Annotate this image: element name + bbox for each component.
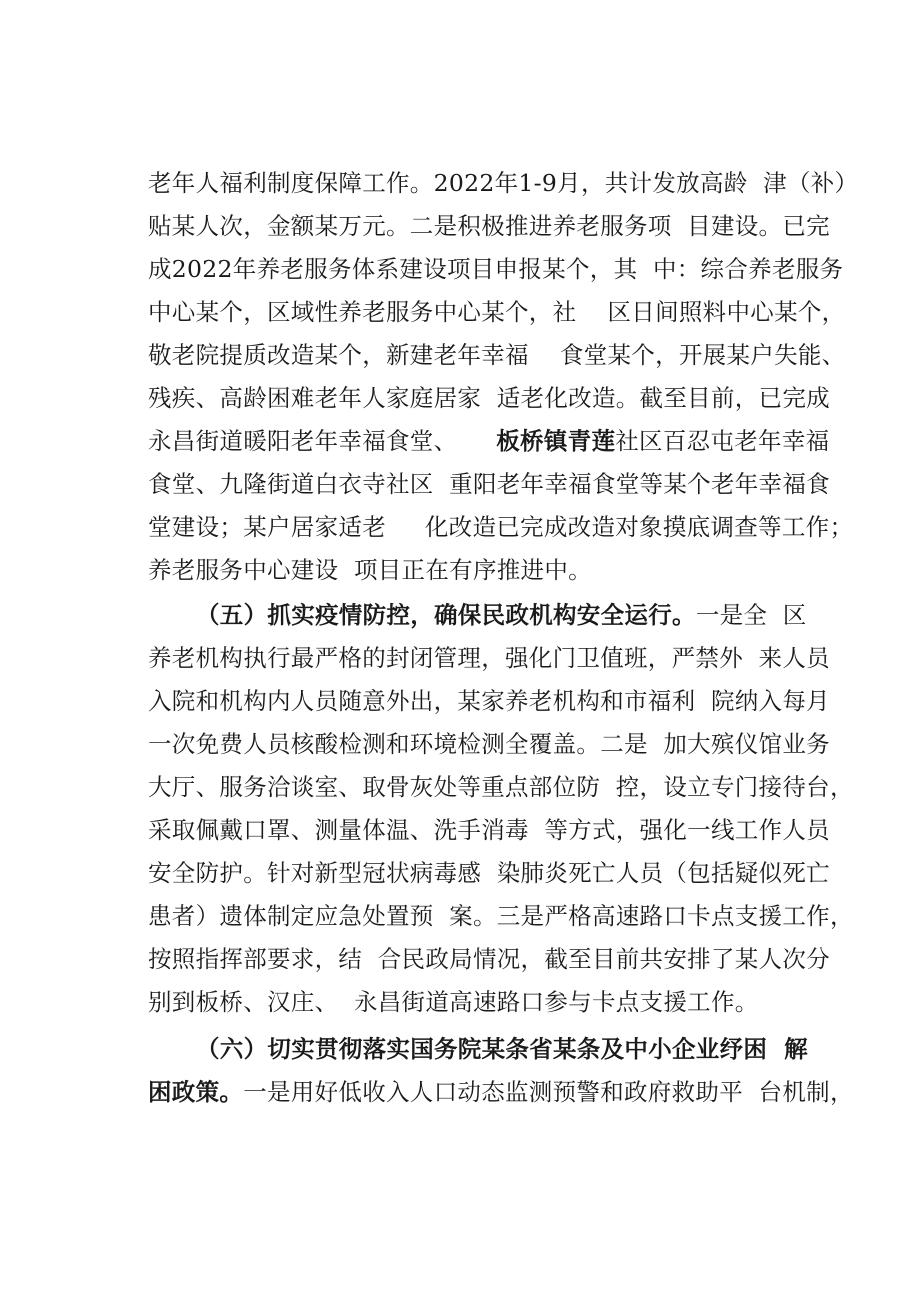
- paragraph-line: 敬老院提质改造某个，新建老年幸福 食堂某个，开展某户失能、: [148, 341, 846, 369]
- line-text: 永昌街道暖阳老年幸福食堂、: [148, 427, 497, 455]
- paragraph-line: 按照指挥部要求，结 合民政局情况，截至目前共安排了某人次分: [148, 945, 830, 973]
- line-text: 社区百忍屯老年幸福: [615, 427, 830, 455]
- section-five-heading: （五）抓实疫情防控，确保民政机构安全运行。: [196, 601, 696, 629]
- paragraph-line: 养老机构执行最严格的封闭管理，强化门卫值班，严禁外 来人员: [148, 644, 830, 672]
- section-six-second-line: [148, 1071, 854, 1113]
- line-text: 一是用好低收入人口动态监测预警和政府救助平 台机制，: [243, 1078, 854, 1106]
- paragraph-line: 养老服务中心建设 项目正在有序推进中。: [148, 556, 592, 584]
- paragraph-line: [148, 420, 829, 462]
- paragraph-line: 残疾、高龄困难老年人家庭居家 适老化改造。截至目前，已完成: [148, 384, 830, 412]
- paragraph-line: 成2022年养老服务体系建设项目申报某个，其 中：综合养老服务: [148, 255, 844, 283]
- section-six-heading: （六）切实贯彻落实国务院某条省某条及中小企业纾困 解: [196, 1035, 808, 1063]
- bold-place-name: 板桥镇青莲: [496, 427, 616, 455]
- paragraph-line: 中心某个，区域性养老服务中心某个，社 区日间照料中心某个，: [148, 298, 846, 326]
- paragraph-line: 一次免费人员核酸检测和环境检测全覆盖。二是 加大殡仪馆业务: [148, 730, 830, 758]
- paragraph-line: 患者）遗体制定应急处置预 案。三是严格高速路口卡点支援工作，: [148, 902, 854, 930]
- paragraph-line: 采取佩戴口罩、测量体温、洗手消毒 等方式，强化一线工作人员: [148, 816, 830, 844]
- paragraph-line: 贴某人次，金额某万元。二是积极推进养老服务项 目建设。已完: [148, 212, 830, 240]
- paragraph-line: 入院和机构内人员随意外出，某家养老机构和市福利 院纳入每月: [148, 687, 830, 715]
- paragraph-line: 别到板桥、汉庄、 永昌街道高速路口参与卡点支援工作。: [148, 988, 759, 1016]
- paragraph-line: 老年人福利制度保障工作。2022年1-9月，共计发放高龄 津（补）: [148, 169, 859, 197]
- paragraph-line: 大厅、服务洽谈室、取骨灰处等重点部位防 控，设立专门接待台，: [148, 773, 854, 801]
- paragraph-line: 堂建设；某户居家适老 化改造已完成改造对象摸底调查等工作；: [148, 513, 854, 541]
- section-five-first-line: [196, 594, 807, 636]
- line-text: 一是全 区: [695, 601, 807, 629]
- paragraph-line: 安全防护。针对新型冠状病毒感 染肺炎死亡人员（包括疑似死亡: [148, 859, 830, 887]
- section-six-heading-end: 困政策。: [148, 1078, 244, 1106]
- paragraph-line: 食堂、九隆街道白衣寺社区 重阳老年幸福食堂等某个老年幸福食: [148, 470, 830, 498]
